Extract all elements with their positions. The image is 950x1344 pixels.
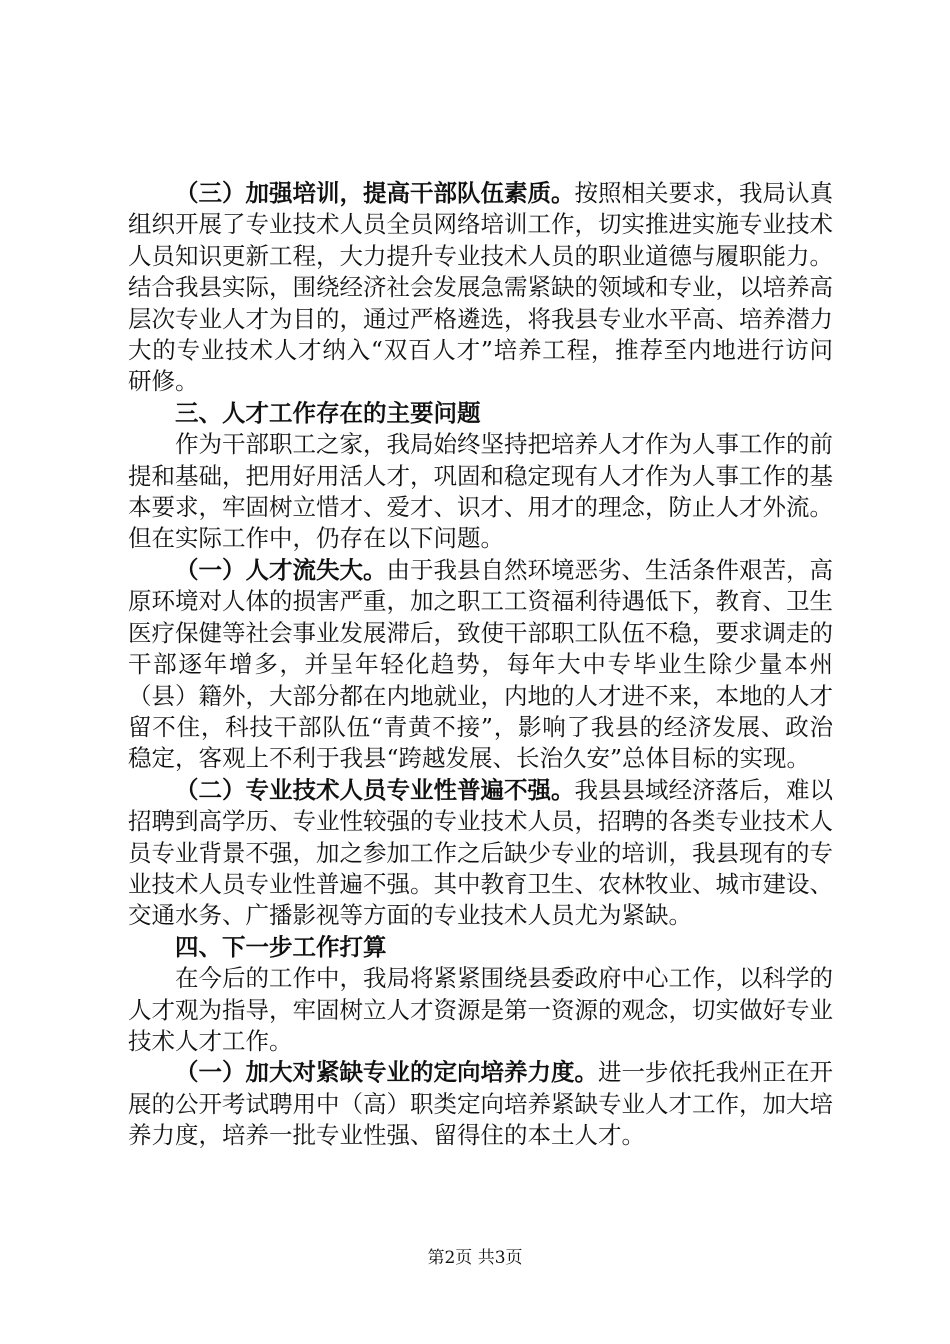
paragraph-text: 我县县域经济落后，难以招聘到高学历、专业性较强的专业技术人员，招聘的各类专业技术人员专业背景不强，加之参加工作之后缺少专业的培训，我县现有的专业技术人员专业性普遍不强。其中教育卫生、农林牧业、城市建设、交通水务、广播影视等方面的专业技术人员尤为紧缺。 [128,775,833,930]
paragraph-lead: （一）加大对紧缺专业的定向培养力度。 [175,1058,598,1087]
page-number-footer: 第2页 共3页 [427,1248,523,1268]
paragraph-lead: （二）专业技术人员专业性普遍不强。 [175,775,575,804]
paragraph-professionalism [128,775,833,932]
paragraph-targeted-training [128,1057,833,1151]
paragraph-lead: （三）加强培训，提高干部队伍素质。 [175,179,575,207]
paragraph-text: 在今后的工作中，我局将紧紧围绕县委政府中心工作，以科学的人才观为指导，牢固树立人才资源是第一资源的观念，切实做好专业技术人才工作。 [128,964,833,1055]
paragraph-talent-loss [128,555,833,775]
paragraph-intro-next-steps [128,963,833,1057]
paragraph-lead: （一）人才流失大。 [175,555,387,584]
section-heading-next-steps: 四、下一步工作打算 [175,932,387,961]
paragraph-text: 作为干部职工之家，我局始终坚持把培养人才作为人事工作的前提和基础，把用好用活人才，巩固和稳定现有人才作为人事工作的基本要求，牢固树立惜才、爱才、识才、用才的理念，防止人才外流。但在实际工作中，仍存在以下问题。 [128,430,833,553]
paragraph-text: 进一步依托我州正在开展的公开考试聘用中（高）职类定向培养紧缺专业人才工作，加大培养力度，培养一批专业性强、留得住的本土人才。 [128,1058,833,1150]
paragraph-training [128,178,833,398]
section-heading-problems: 三、人才工作存在的主要问题 [175,398,481,427]
paragraph-intro-problems [128,429,833,555]
paragraph-text: 按照相关要求，我局认真组织开展了专业技术人员全员网络培训工作，切实推进实施专业技术人员知识更新工程，大力提升专业技术人员的职业道德与履职能力。结合我县实际，围绕经济社会发展急需紧缺的领域和专业，以培养高层次专业人才为目的，通过严格遴选，将我县专业水平高、培养潜力大的专业技术人才纳入“双百人才”培养工程，推荐至内地进行访问研修。 [128,179,833,396]
paragraph-text: 由于我县自然环境恶劣、生活条件艰苦，高原环境对人体的损害严重，加之职工工资福利待遇低下，教育、卫生医疗保健等社会事业发展滞后，致使干部职工队伍不稳，要求调走的干部逐年增多，并呈年轻化趋势，每年大中专毕业生除少量本州（县）籍外，大部分都在内地就业，内地的人才进不来，本地的人才留不住，科技干部队伍“青黄不接”，影响了我县的经济发展、政治稳定，客观上不利于我县“跨越发展、长治久安”总体目标的实现。 [128,555,833,773]
document-body [128,178,833,1152]
